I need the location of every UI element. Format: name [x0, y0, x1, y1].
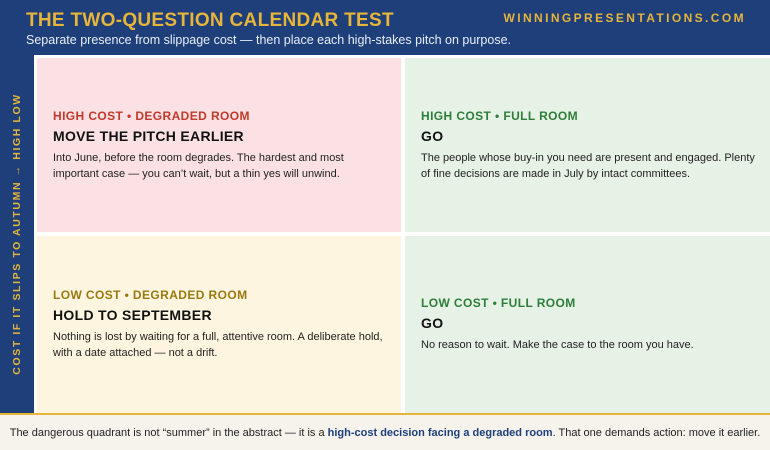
quadrant-tag: LOW COST • FULL ROOM	[421, 296, 576, 310]
quadrant-low-cost-full-room	[405, 236, 770, 413]
quadrant-description: No reason to wait. Make the case to the room you have.	[421, 339, 694, 351]
quadrant-tag: LOW COST • DEGRADED ROOM	[53, 288, 248, 302]
footer-text-after: . That one demands action: move it earlier.	[552, 426, 761, 439]
footer-text	[10, 427, 761, 439]
quadrant-action: GO	[421, 315, 444, 331]
quadrant-high-cost-degraded-room	[37, 58, 401, 232]
quadrant-description: Nothing is lost by waiting for a full, attentive room. A deliberate hold, with a date attached — not a drift.	[53, 331, 383, 359]
quadrant-action: MOVE THE PITCH EARLIER	[53, 127, 244, 144]
quadrant-description: The people whose buy-in you need are present and engaged. Plenty of fine decisions are made in July by intact committees.	[421, 151, 755, 180]
footer-highlight: high-cost decision facing a degraded room	[327, 426, 553, 439]
quadrant-high-cost-full-room	[405, 58, 770, 232]
brand-url: WINNINGPRESENTATIONS.COM	[503, 11, 746, 25]
quadrant-action: HOLD TO SEPTEMBER	[53, 307, 212, 323]
quadrant-tag: HIGH COST • FULL ROOM	[421, 108, 579, 123]
y-axis	[0, 55, 34, 413]
quadrant-low-cost-degraded-room	[37, 236, 401, 413]
footer-text-before: The dangerous quadrant is not “summer” in the abstract — it is a	[9, 426, 328, 439]
quadrant-action: GO	[421, 127, 444, 144]
header-bar	[0, 0, 770, 55]
page-title: THE TWO-QUESTION CALENDAR TEST	[26, 10, 394, 31]
quadrant-description: Into June, before the room degrades. The hardest and most important case — you can’t wait, but a thin yes will unwind.	[53, 151, 344, 180]
footer-note	[0, 413, 770, 450]
quadrant-tag: HIGH COST • DEGRADED ROOM	[53, 108, 250, 123]
quadrant-grid	[34, 55, 770, 413]
page-subtitle: Separate presence from slippage cost — then place each high-stakes pitch on purpose.	[26, 33, 512, 47]
y-axis-label: COST IF IT SLIPS TO AUTUMN → HIGH LOW	[11, 93, 23, 375]
